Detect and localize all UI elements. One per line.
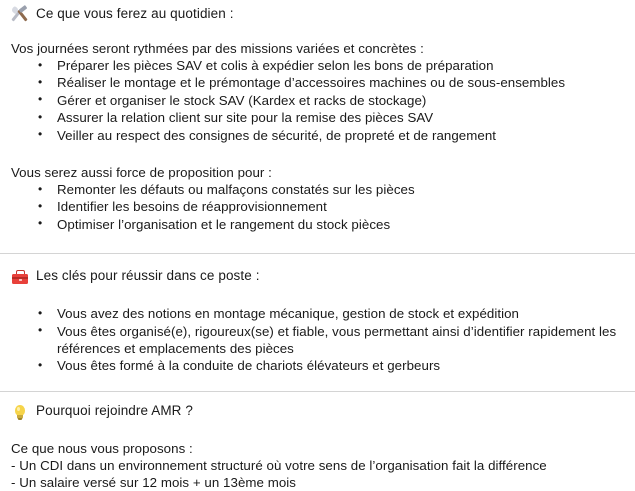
- section-heading-keys-to-success: [0, 267, 635, 285]
- spacer: [0, 144, 635, 164]
- spacer: [0, 420, 635, 440]
- section-title-why-join: Pourquoi rejoindre AMR ?: [36, 402, 193, 418]
- list-item: • Vous êtes formé à la conduite de chariots élévateurs et gerbeurs: [0, 357, 635, 374]
- lightbulb-icon: [11, 404, 29, 422]
- list-item: • Remonter les défauts ou malfaçons constatés sur les pièces: [0, 181, 635, 198]
- offer-item-cdi: - Un CDI dans un environnement structuré où votre sens de l’organisation fait la différence: [11, 457, 547, 473]
- intro-force-de-proposition: Vous serez aussi force de proposition pour :: [11, 165, 272, 181]
- list-item: • Gérer et organiser le stock SAV (Kardex et racks de stockage): [0, 92, 635, 109]
- section-title-keys-to-success: Les clés pour réussir dans ce poste :: [36, 268, 260, 284]
- list-item: • Préparer les pièces SAV et colis à expédier selon les bons de préparation: [0, 57, 635, 74]
- section-heading-daily-tasks: [0, 5, 635, 23]
- section-title-daily-tasks: Ce que vous ferez au quotidien :: [36, 6, 234, 21]
- list-item: • Optimiser l’organisation et le rangement du stock pièces: [0, 216, 635, 233]
- bullet-list-keys-to-success: [0, 305, 635, 375]
- spacer: [0, 392, 635, 402]
- toolbox-icon: [11, 269, 29, 287]
- list-item: • Vous avez des notions en montage mécanique, gestion de stock et expédition: [0, 305, 635, 322]
- hammer-and-wrench-icon: [11, 6, 29, 24]
- list-item: • Vous êtes organisé(e), rigoureux(se) et fiable, vous permettant ainsi d’identifier rapidement les références et emplacements des pièces: [0, 323, 635, 358]
- spacer: [0, 233, 635, 253]
- spacer: [0, 375, 635, 391]
- list-item: • Veiller au respect des consignes de sécurité, de propreté et de rangement: [0, 127, 635, 144]
- list-item: • Identifier les besoins de réapprovisionnement: [0, 198, 635, 215]
- offer-item-salary: - Un salaire versé sur 12 mois + un 13ème mois: [11, 474, 296, 490]
- spacer: [0, 23, 635, 40]
- section-heading-why-join: [0, 402, 635, 420]
- list-item: • Assurer la relation client sur site pour la remise des pièces SAV: [0, 109, 635, 126]
- spacer: [0, 254, 635, 267]
- intro-why-join: Ce que nous vous proposons :: [11, 440, 193, 456]
- spacer: [0, 285, 635, 305]
- bullet-list-daily-tasks: [0, 57, 635, 144]
- intro-daily-tasks: Vos journées seront rythmées par des missions variées et concrètes :: [11, 41, 424, 56]
- bullet-list-force-de-proposition: [0, 181, 635, 233]
- list-item: • Réaliser le montage et le prémontage d’accessoires machines ou de sous-ensembles: [0, 74, 635, 91]
